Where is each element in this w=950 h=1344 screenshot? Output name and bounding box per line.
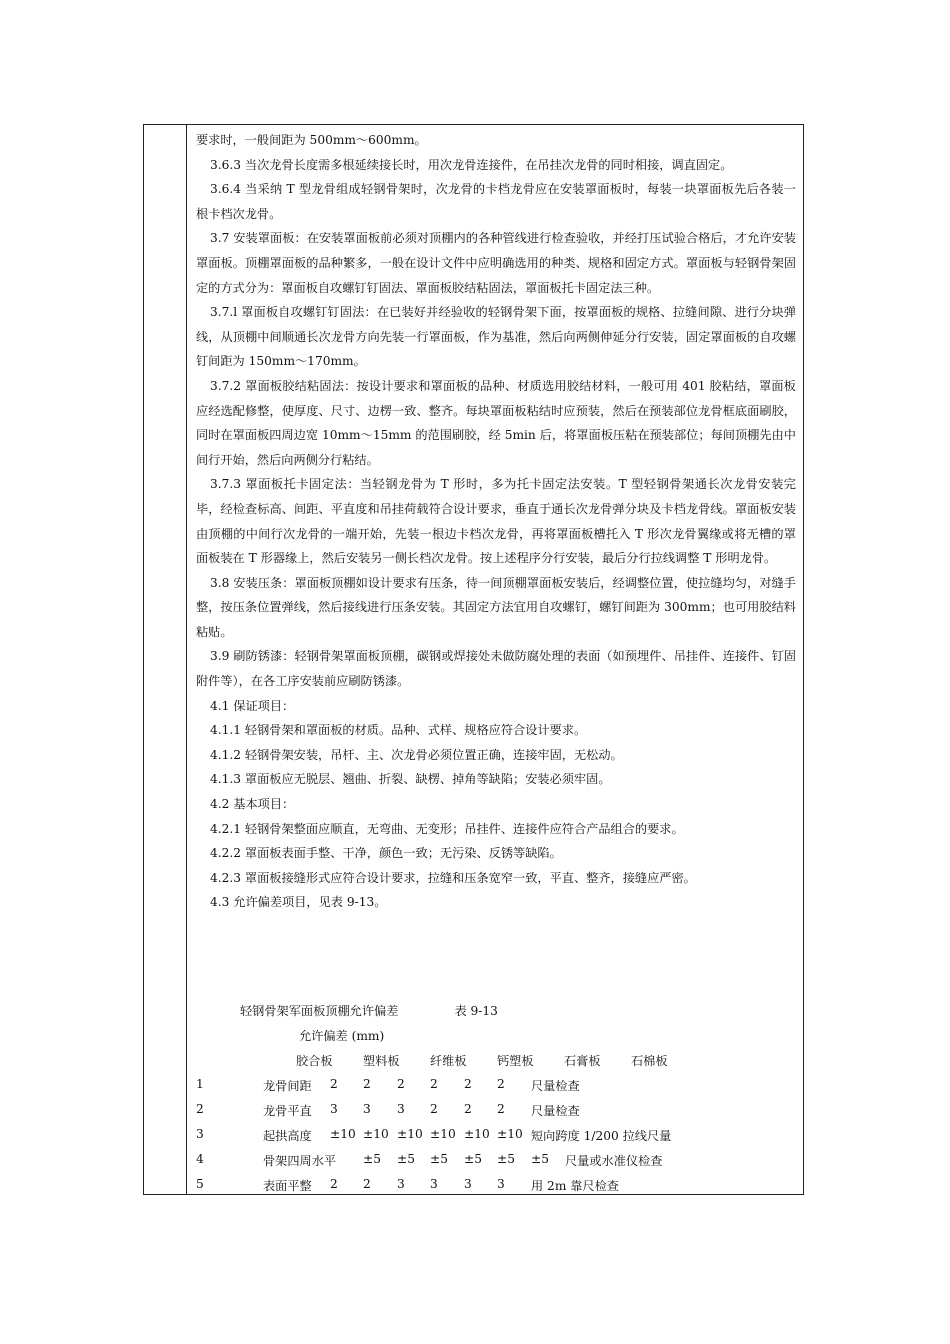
row-value: 3 — [497, 1177, 505, 1191]
row-value: 2 — [464, 1102, 472, 1116]
paragraph: 4.2.2 罩面板表面手整、干净，颜色一致；无污染、反锈等缺陷。 — [210, 846, 562, 861]
paragraph: 要求时，一般间距为 500mm～600mm。 — [196, 133, 427, 147]
row-method: 尺量检查 — [531, 1104, 580, 1118]
table-number: 表 9-13 — [454, 1004, 498, 1018]
paragraph: 4.1.1 轻钢骨架和罩面板的材质。品种、式样、规格应符合设计要求。 — [210, 723, 587, 738]
paragraph: 3.9 刷防锈漆：轻钢骨架罩面板顶棚，碳钢或焊接处未做防腐处理的表面（如预埋件、吊挂件、连接件、钉固附件等），在各工序安装前应刷防锈漆。 — [196, 649, 796, 689]
row-item: 表面平整 — [263, 1179, 312, 1193]
paragraph: 3.6.3 当次龙骨长度需多根延续接长时，用次龙骨连接件，在吊挂次龙骨的同时相接，调直固定。 — [210, 157, 733, 172]
paragraph: 4.1 保证项目： — [210, 698, 295, 713]
paragraph: 3.7.2 罩面板胶结粘固法：按设计要求和罩面板的品种、材质选用胶结材料，一般可用 401 胶粘结，罩面板应经选配修整，使厚度、尺寸、边楞一致、整齐。每块罩面板粘结时应预装，然后在预装部位龙骨框底面刷胶，同时在罩面板四周边宽 10mm～15mm 的范围刷胶，经 5min 后，将罩面板压粘在预装部位；每间顶棚先由中间行开始，然后向两侧分行粘结。 — [196, 378, 796, 467]
table-subheader: 允许偏差 (mm) — [299, 1029, 385, 1043]
row-value: ±5 — [430, 1152, 448, 1166]
row-value: 3 — [464, 1177, 472, 1191]
row-value: ±5 — [464, 1152, 482, 1166]
row-value: ±10 — [330, 1127, 356, 1141]
column-header: 石膏板 — [564, 1054, 601, 1068]
row-value: 2 — [497, 1102, 505, 1116]
paragraph: 4.2.1 轻钢骨架整面应顺直，无弯曲、无变形；吊挂件、连接件应符合产品组合的要求。 — [210, 821, 684, 836]
row-item: 龙骨平直 — [263, 1104, 312, 1118]
row-number: 4 — [196, 1152, 204, 1166]
row-value: ±10 — [397, 1127, 423, 1141]
row-value: ±5 — [397, 1152, 415, 1166]
row-value: 2 — [363, 1077, 371, 1091]
row-number: 5 — [196, 1177, 204, 1191]
paragraph: 3.6.4 当采纳 T 型龙骨组成轻钢骨架时，次龙骨的卡档龙骨应在安装罩面板时，每装一块罩面板先后各装一根卡档次龙骨。 — [196, 182, 796, 221]
column-header: 纤维板 — [430, 1054, 467, 1068]
row-number: 3 — [196, 1127, 204, 1141]
row-value: 2 — [330, 1077, 338, 1091]
row-value: 2 — [464, 1077, 472, 1091]
table-title-text: 轻钢骨架军面板顶棚允许偏差 — [240, 1004, 399, 1018]
row-value: 3 — [397, 1102, 405, 1116]
row-value: 2 — [397, 1077, 405, 1091]
row-value: 2 — [430, 1077, 438, 1091]
row-value: ±10 — [464, 1127, 490, 1141]
row-method: 用 2m 靠尺检查 — [531, 1179, 619, 1193]
row-item: 骨架四周水平 — [263, 1154, 337, 1168]
row-item: 起拱高度 — [263, 1129, 312, 1143]
column-header: 塑料板 — [363, 1054, 400, 1068]
paragraph: 4.1.2 轻钢骨架安装，吊杆、主、次龙骨必须位置正确，连接牢固，无松动。 — [210, 747, 623, 762]
row-method: 尺量或水准仪检查 — [565, 1154, 663, 1168]
paragraph: 3.7.l 罩面板自攻螺钉钉固法：在已装好并经验收的轻钢骨架下面，按罩面板的规格、拉缝间隙、进行分块弹线，从顶棚中间顺通长次龙骨方向先装一行罩面板，作为基准，然后向两侧伸延分行安装，固定罩面板的自攻螺钉间距为 150mm～170mm。 — [196, 305, 796, 369]
row-value: 2 — [430, 1102, 438, 1116]
row-value: 2 — [497, 1077, 505, 1091]
row-value: ±10 — [430, 1127, 456, 1141]
row-value: ±5 — [531, 1152, 549, 1166]
column-header: 胶合板 — [296, 1054, 333, 1068]
row-value: 3 — [397, 1177, 405, 1191]
row-value: ±10 — [363, 1127, 389, 1141]
paragraph: 4.2 基本项目： — [210, 797, 295, 812]
paragraph: 3.7 安装罩面板：在安装罩面板前必须对顶棚内的各种管线进行检查验收，并经打压试验合格后，才允许安装罩面板。顶棚罩面板的品种繁多，一般在设计文件中应明确选用的种类、规格和固定方式。罩面板与轻钢骨架固定的方式分为：罩面板自攻螺钉钉固法、罩面板胶结粘固法，罩面板托卡固定法三种。 — [196, 231, 796, 295]
body-text — [196, 128, 796, 915]
paragraph: 4.2.3 罩面板接缝形式应符合设计要求，拉缝和压条宽窄一致，平直、整齐，接缝应严密。 — [210, 870, 696, 885]
row-item: 龙骨间距 — [263, 1079, 312, 1093]
row-value: 2 — [363, 1177, 371, 1191]
row-method: 短向跨度 1/200 拉线尺量 — [531, 1129, 672, 1143]
row-value: 3 — [363, 1102, 371, 1116]
paragraph: 4.1.3 罩面板应无脱层、翘曲、折裂、缺楞、掉角等缺陷；安装必须牢固。 — [210, 772, 611, 787]
row-value: 3 — [430, 1177, 438, 1191]
paragraph: 3.7.3 罩面板托卡固定法：当轻钢龙骨为 T 形时，多为托卡固定法安装。T 型轻钢骨架通长次龙骨安装完毕，经检查标高、间距、平直度和吊挂荷载符合设计要求，垂直于通长次龙骨弹分块及卡档龙骨线。罩面板安装由顶棚的中间行次龙骨的一端开始，先装一根边卡档次龙骨，再将罩面板槽托入 T 形次龙骨翼缘或将无槽的罩面板装在 T 形器缘上，然后安装另一侧长档次龙骨。按上述程序分行安装，最后分行拉线调整 T 形明龙骨。 — [196, 477, 796, 566]
column-divider — [186, 125, 187, 1194]
paragraph: 3.8 安装压条：罩面板顶棚如设计要求有压条，待一间顶棚罩面板安装后，经调整位置，使拉缝均匀，对缝手整，按压条位置弹线，然后接线进行压条安装。其固定方法宜用自攻螺钉，螺钉间距为 300mm；也可用胶结料粘贴。 — [196, 575, 796, 639]
row-value: ±5 — [497, 1152, 515, 1166]
row-value: ±5 — [363, 1152, 381, 1166]
column-header: 石棉板 — [631, 1054, 668, 1068]
table-title — [240, 1002, 498, 1019]
row-value: 3 — [330, 1102, 338, 1116]
row-method: 尺量检查 — [531, 1079, 580, 1093]
row-value: 2 — [330, 1177, 338, 1191]
row-value: ±10 — [497, 1127, 523, 1141]
column-header: 钙塑板 — [497, 1054, 534, 1068]
row-number: 1 — [196, 1077, 204, 1091]
paragraph: 4.3 允许偏差项目，见表 9-13。 — [210, 895, 387, 910]
row-number: 2 — [196, 1102, 204, 1116]
